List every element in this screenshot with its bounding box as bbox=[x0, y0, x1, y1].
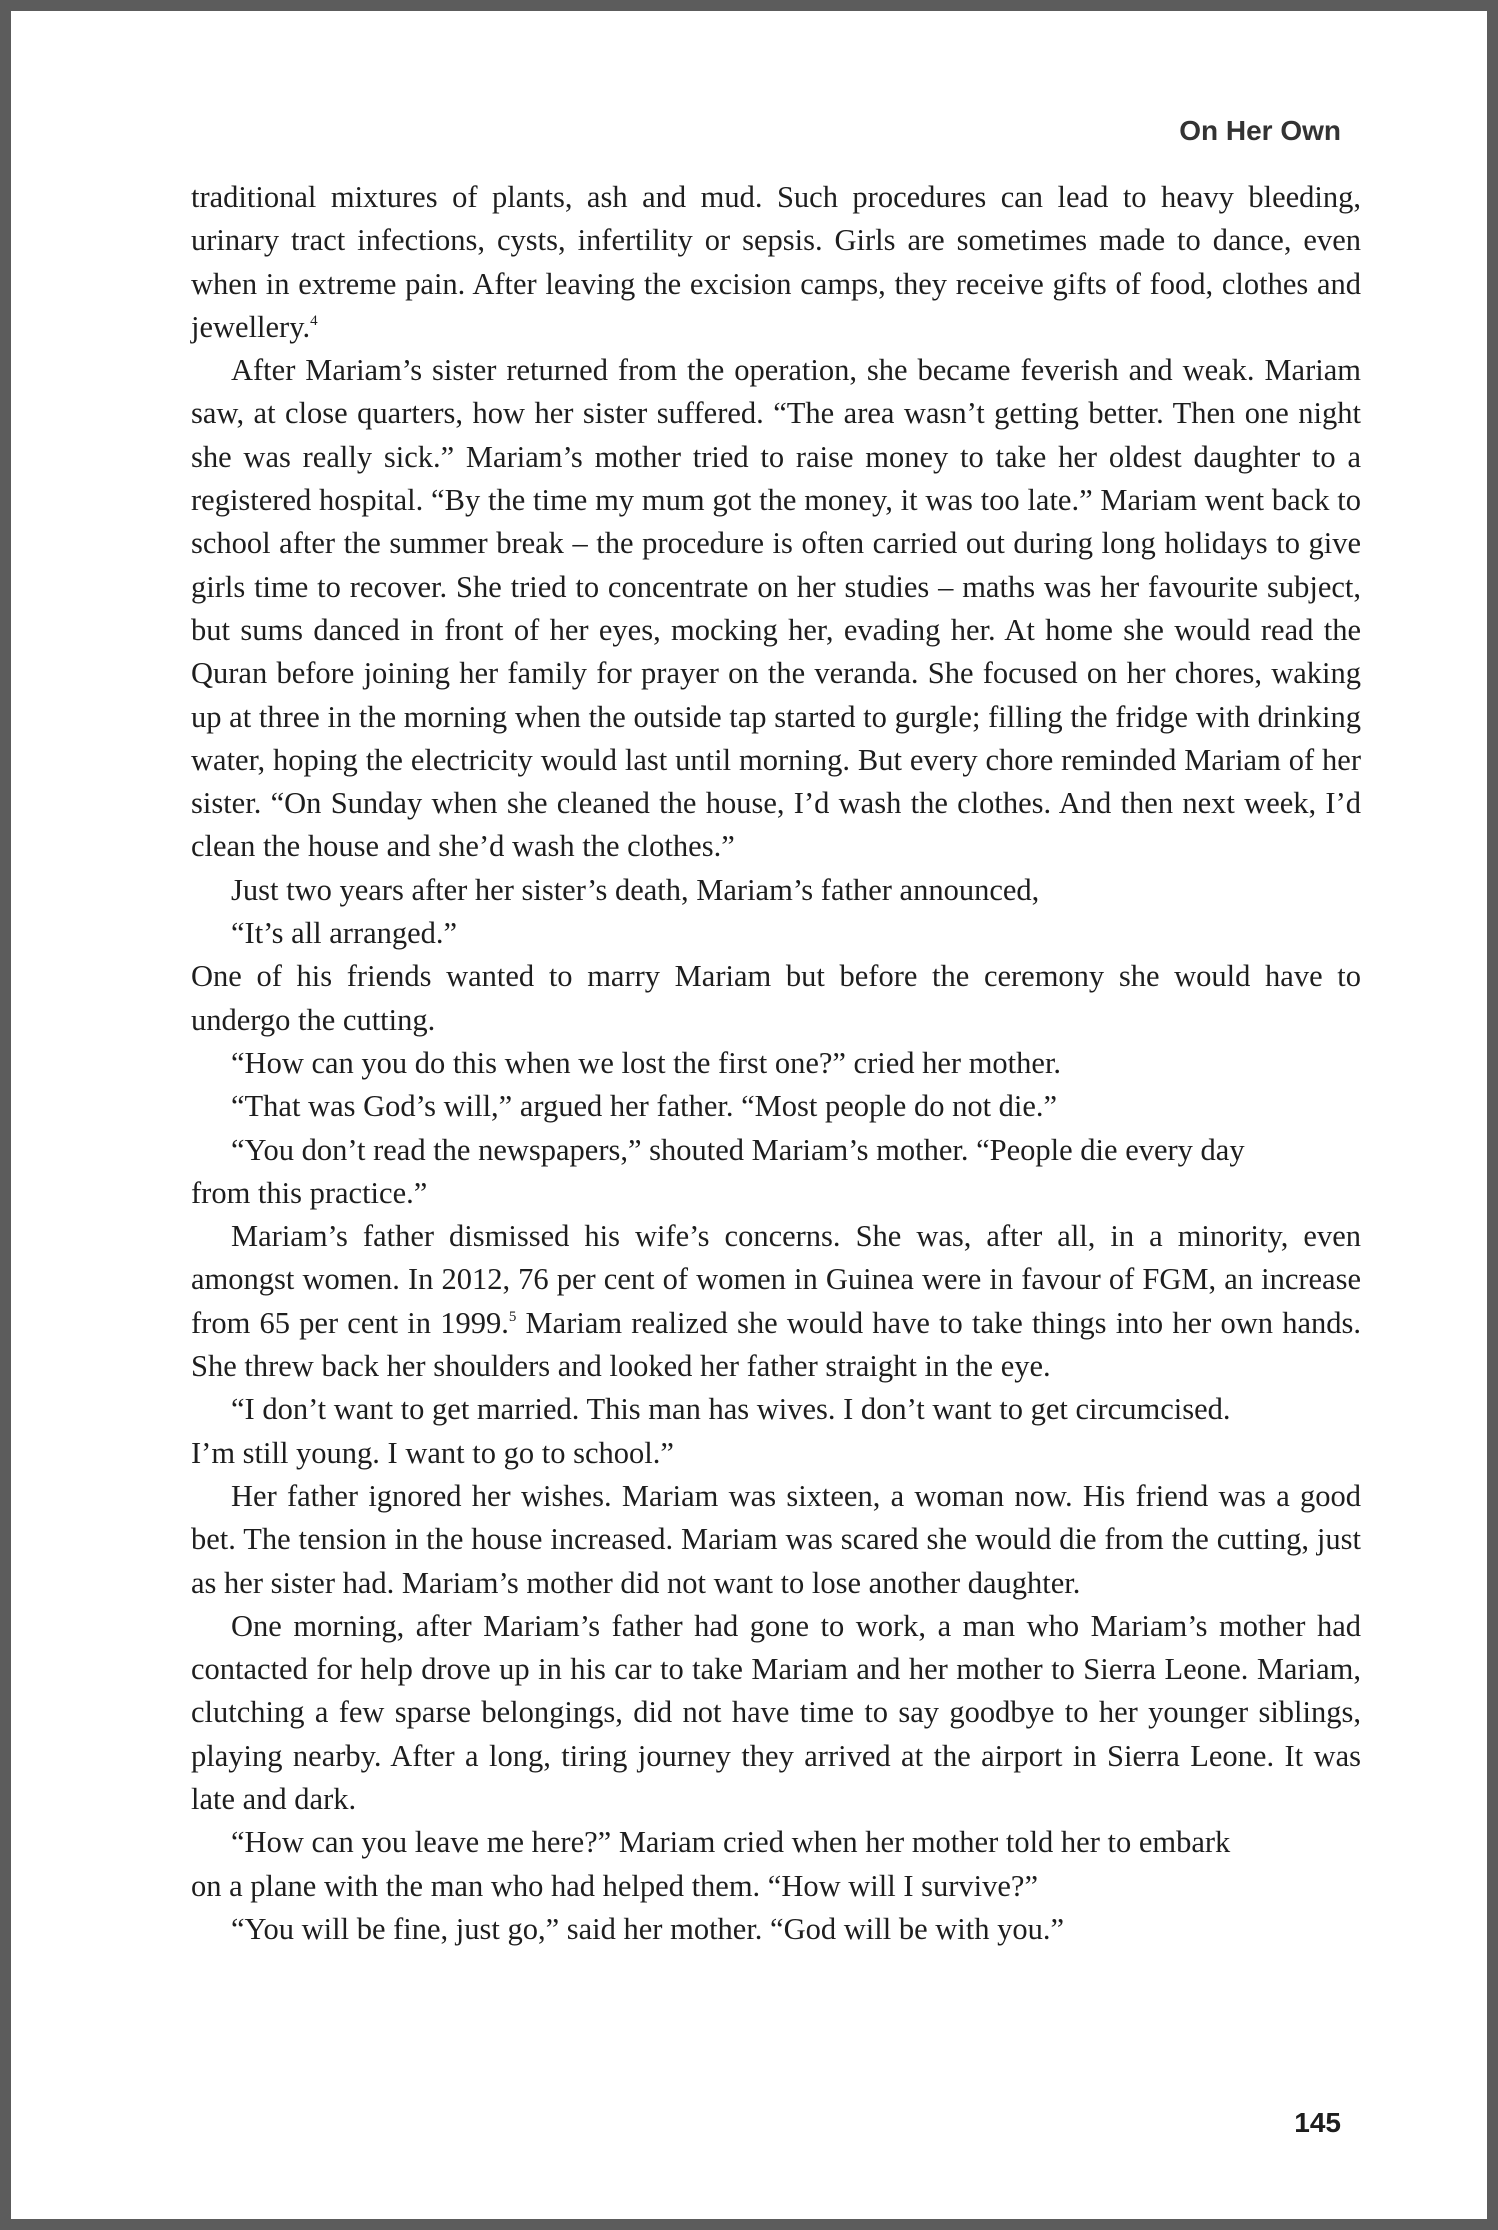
paragraph-10-line-2: I’m still young. I want to go to school.” bbox=[191, 1435, 674, 1470]
paragraph-11: Her father ignored her wishes. Mariam was sixteen, a woman now. His friend was a good bet. The tension in the house increased. Mariam was scared she would die from the cutting, just as her sister had. Mariam’s mother did not want to lose another daughter. bbox=[191, 1478, 1361, 1600]
paragraph-9-text-before: Mariam’s father dismissed his wife’s concerns. She was, after all, in a minority, even amongst women. In 2012, 76 per cent of women in Guinea were in favour of FGM, an increase from 65 per cent in 1999. bbox=[191, 1219, 1361, 1340]
paragraph-7: “That was God’s will,” argued her father. “Most people do not die.” bbox=[231, 1089, 1058, 1124]
footnote-marker-4[interactable]: 4 bbox=[310, 312, 318, 329]
paragraph-9 bbox=[191, 1215, 1361, 1388]
paragraph-8-line-1: “You don’t read the newspapers,” shouted Mariam’s mother. “People die every day bbox=[231, 1132, 1245, 1167]
footnote-marker-5[interactable]: 5 bbox=[508, 1308, 517, 1325]
body-text bbox=[191, 176, 1361, 1951]
paragraph-1-text: traditional mixtures of plants, ash and mud. Such procedures can lead to heavy bleeding, urinary tract infections, cysts, infertility or sepsis. Girls are sometimes made to dance, even when in extreme pain. After leaving the excision camps, they receive gifts of food, clothes and jewellery. bbox=[191, 180, 1361, 344]
paragraph-14: “You will be fine, just go,” said her mother. “God will be with you.” bbox=[231, 1911, 1064, 1946]
paragraph-5: One of his friends wanted to marry Mariam but before the ceremony she would have to undergo the cutting. bbox=[191, 959, 1361, 1037]
paragraph-1 bbox=[191, 176, 1361, 349]
paragraph-10 bbox=[191, 1388, 1361, 1475]
paragraph-9-text-after: Mariam realized she would have to take things into her own hands. She threw back her shoulders and looked her father straight in the eye. bbox=[191, 1305, 1361, 1384]
paragraph-8-line-2: from this practice.” bbox=[191, 1175, 428, 1210]
paragraph-12: One morning, after Mariam’s father had gone to work, a man who Mariam’s mother had contacted for help drove up in his car to take Mariam and her mother to Sierra Leone. Mariam, clutching a few sparse belongings, did not have time to say goodbye to her younger siblings, playing nearby. After a long, tiring journey they arrived at the airport in Sierra Leone. It was late and dark. bbox=[191, 1608, 1361, 1816]
book-page bbox=[11, 11, 1487, 2219]
paragraph-8 bbox=[191, 1129, 1361, 1216]
paragraph-4: “It’s all arranged.” bbox=[231, 916, 458, 951]
paragraph-3: Just two years after her sister’s death, Mariam’s father announced, bbox=[231, 872, 1040, 907]
paragraph-13-line-1: “How can you leave me here?” Mariam cried when her mother told her to embark bbox=[231, 1825, 1231, 1860]
paragraph-2: After Mariam’s sister returned from the operation, she became feverish and weak. Mariam saw, at close quarters, how her sister suffered. “The area wasn’t getting better. Then one night she was really sick.” Mariam’s mother tried to raise money to take her oldest daughter to a registered hospital. “By the time my mum got the money, it was too late.” Mariam went back to school after the summer break – the procedure is often carried out during long holidays to give girls time to recover. She tried to concentrate on her studies – maths was her favourite subject, but sums danced in front of her eyes, mocking her, evading her. At home she would read the Quran before joining her family for prayer on the veranda. She focused on her chores, waking up at three in the morning when the outside tap started to gurgle; filling the fridge with drinking water, hoping the electricity would last until morning. But every chore reminded Mariam of her sister. “On Sunday when she cleaned the house, I’d wash the clothes. And then next week, I’d clean the house and she’d wash the clothes.” bbox=[191, 353, 1361, 864]
paragraph-6: “How can you do this when we lost the first one?” cried her mother. bbox=[231, 1045, 1062, 1080]
paragraph-10-line-1: “I don’t want to get married. This man has wives. I don’t want to get circumcised. bbox=[231, 1392, 1231, 1427]
paragraph-13 bbox=[191, 1821, 1361, 1908]
paragraph-13-line-2: on a plane with the man who had helped them. “How will I survive?” bbox=[191, 1868, 1038, 1903]
page-number: 145 bbox=[1294, 2107, 1341, 2138]
running-title: On Her Own bbox=[1179, 115, 1341, 146]
